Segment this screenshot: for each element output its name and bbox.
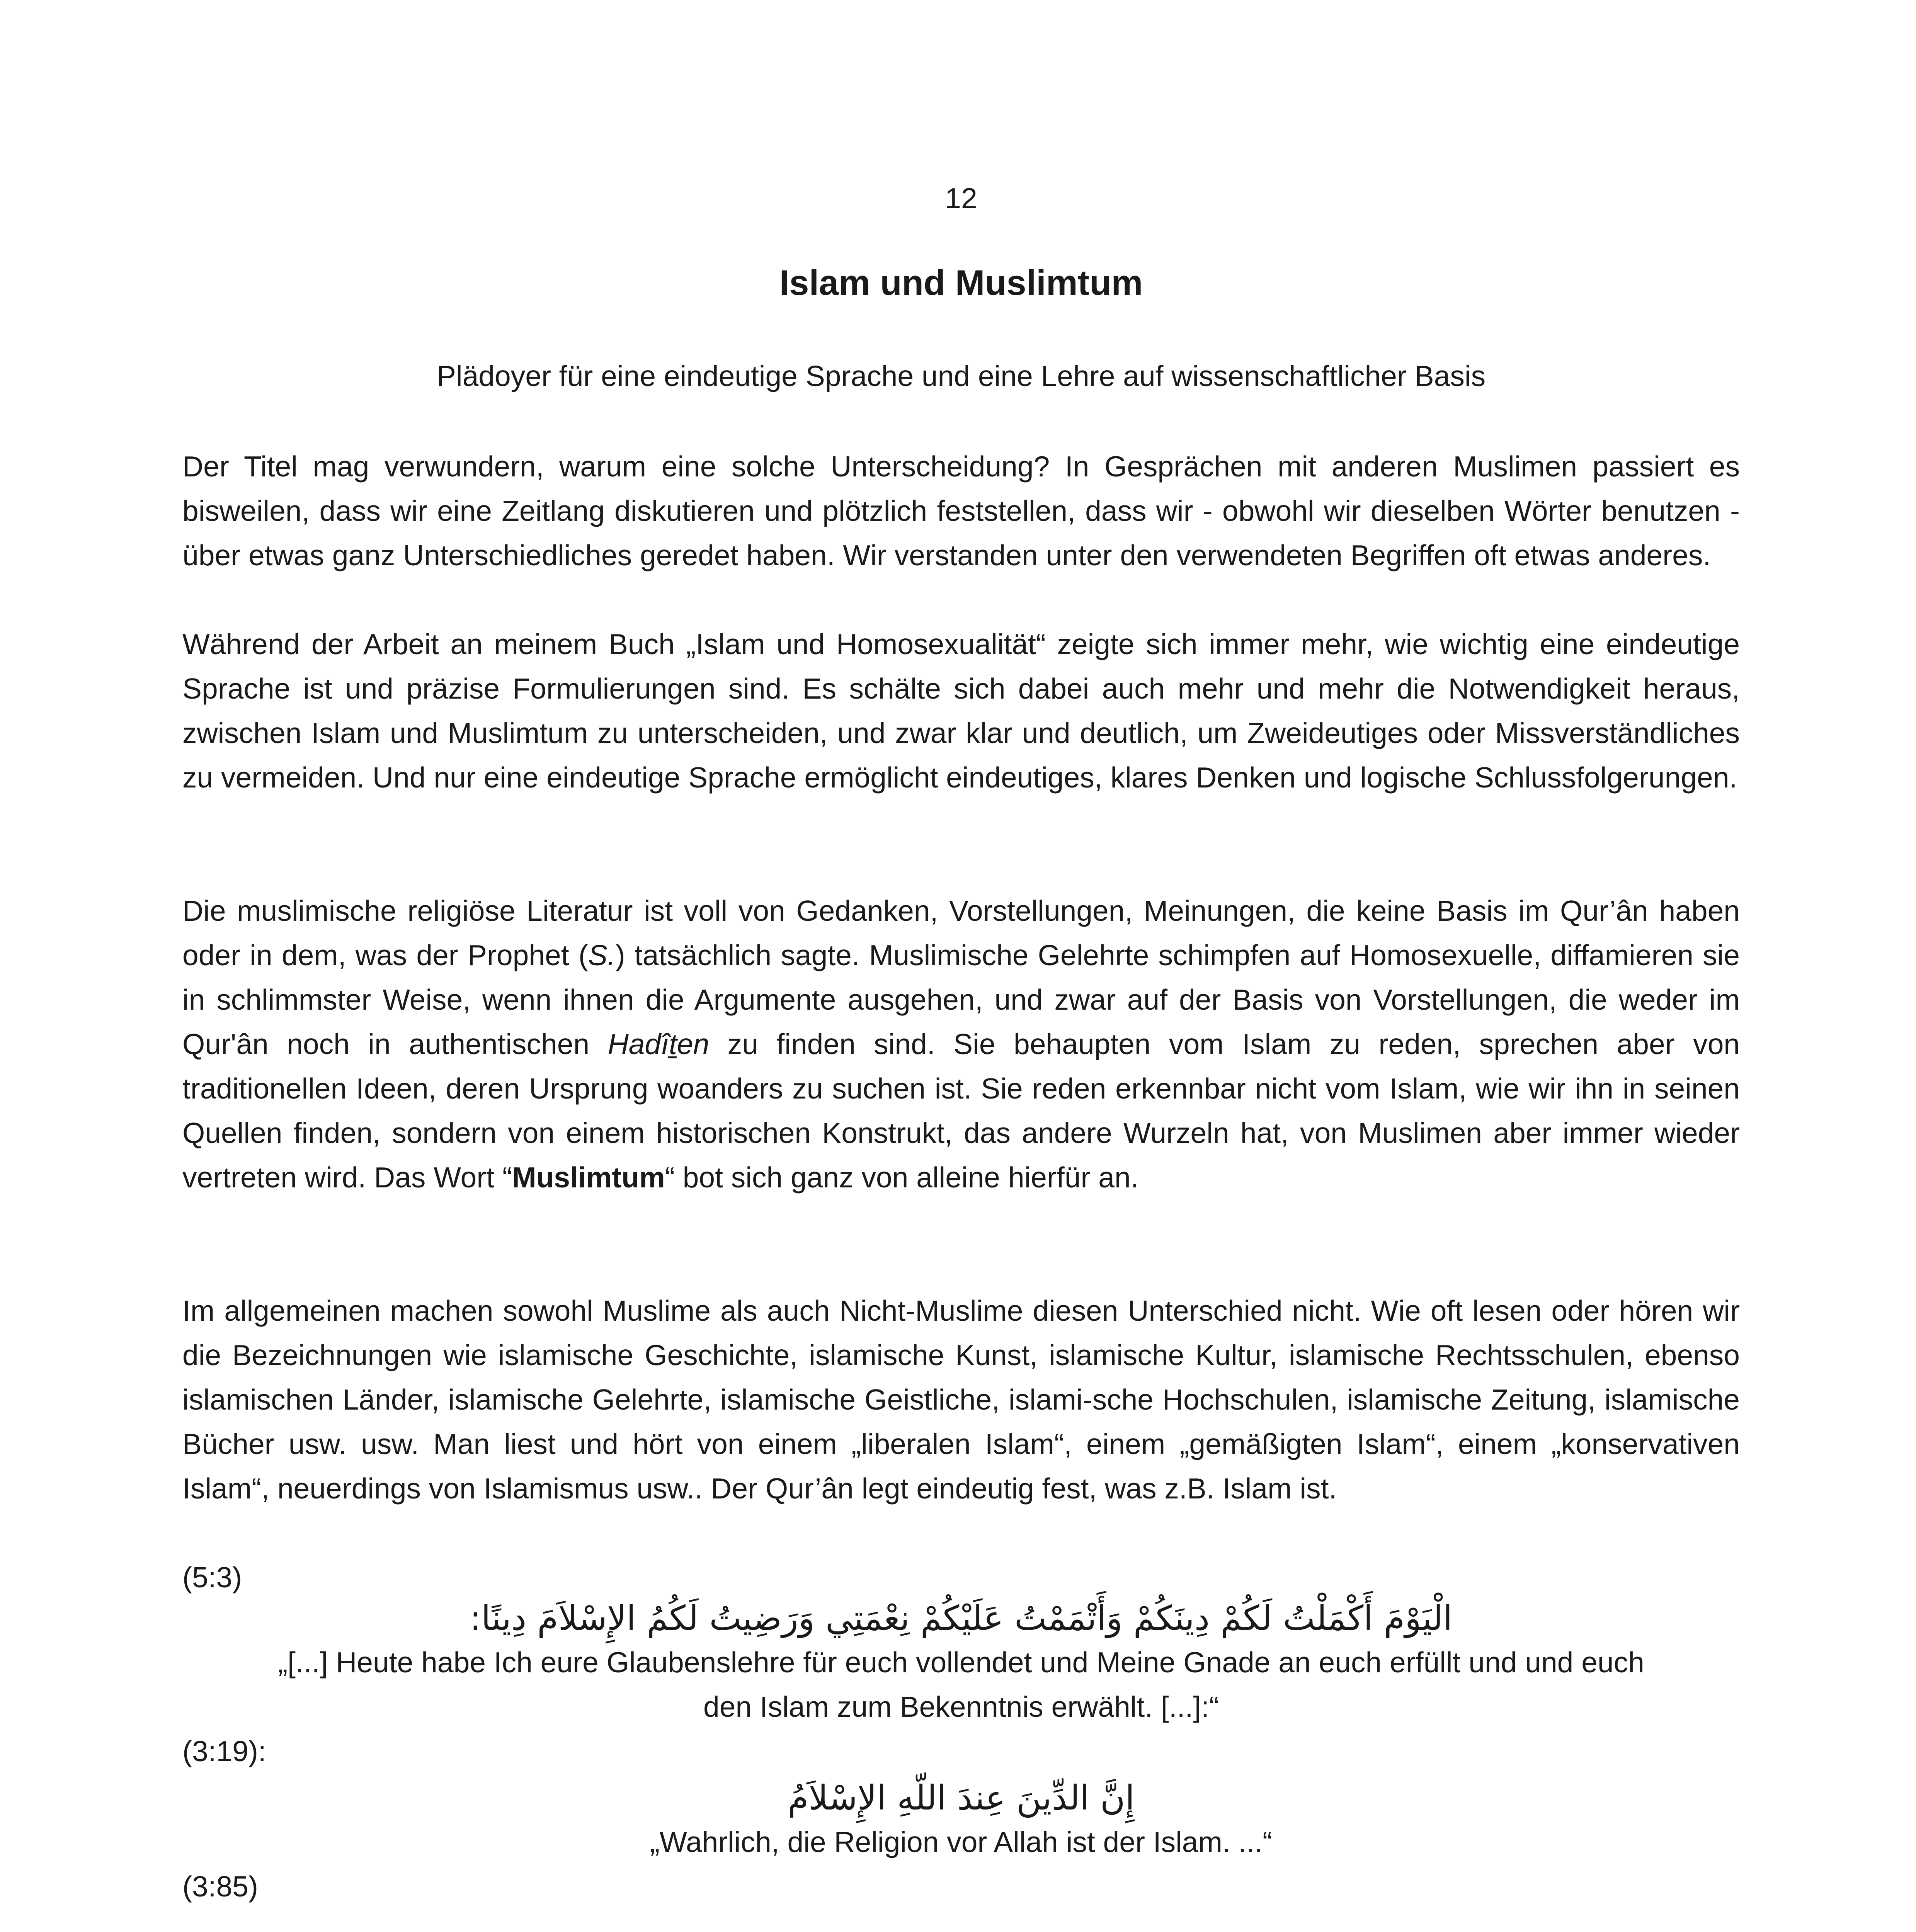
arabic-verse-5-3: الْيَوْمَ أَكْمَلْتُ لَكُمْ دِينَكُمْ وَأَتْمَمْتُ عَلَيْكُمْ نِعْمَتِي وَرَضِيتُ لَكُمُ الإِسْلاَمَ دِينًا: (470, 1598, 1453, 1638)
verse-translation-3-19: „Wahrlich, die Religion vor Allah ist der Islam. ...“ (650, 1826, 1273, 1858)
paragraph-distinction: Im allgemeinen machen sowohl Muslime als auch Nicht-Muslime diesen Unterschied nicht. Wie oft lesen oder hören wir die Bezeichnungen wie islamische Geschichte, islamische Kunst, islamische Kultur, islamische Rechtsschulen, ebenso islamischen Länder, islamische Gelehrte, islamische Geistliche, islami-sche Hochschulen, islamische Zeitung, islamische Bücher usw. usw. Man liest und hört von einem „liberalen Islam“, einem „gemäßigten Islam“, einem „konservativen Islam“, neuerdings von Islamismus usw.. Der Qur’ân legt eindeutig fest, was z.B. Islam ist. (182, 1294, 1740, 1505)
term-muslimtum: Muslimtum (512, 1161, 665, 1194)
document-page (182, 0, 1740, 1932)
term-hadithen: Hadîṯen (607, 1028, 710, 1060)
verse-translation-5-3-line-1: „[...] Heute habe Ich eure Glaubenslehre für euch vollendet und Meine Gnade an euch erfüllt und und euch (278, 1646, 1644, 1679)
paragraph-literature-text-1: Die muslimische religiöse Literatur ist voll von Gedanken, Vorstellungen, Meinungen, die keine Basis im Qur’ân haben oder in dem, was der Prophet ( (182, 895, 1740, 971)
verse-reference-3-19: (3:19): (182, 1735, 266, 1767)
paragraph-literature (182, 889, 1740, 1200)
page-title: Islam und Muslimtum (779, 263, 1143, 303)
paragraph-literature-text-4: “ bot sich ganz von alleine hierfür an. (665, 1161, 1139, 1194)
arabic-verse-3-19: إِنَّ الدِّينَ عِندَ اللّهِ الإِسْلاَمُ (787, 1778, 1135, 1818)
verse-translation-5-3-line-2: den Islam zum Bekenntnis erwählt. [...]:“ (703, 1690, 1219, 1723)
page-subtitle: Plädoyer für eine eindeutige Sprache und eine Lehre auf wissenschaftlicher Basis (436, 360, 1486, 392)
paragraph-literature-text-2: ) tatsächlich sagte. Muslimische Gelehrte schimpfen auf Homosexuelle, diffamieren sie in schlimmster Weise, wenn ihnen die Argumente ausgehen, und zwar auf der Basis von Vorstellungen, die weder im Qur'ân noch in authentischen (182, 939, 1740, 1060)
paragraph-book-context: Während der Arbeit an meinem Buch „Islam und Homosexualität“ zeigte sich immer mehr, wie wichtig eine eindeutige Sprache ist und präzise Formulierungen sind. Es schälte sich dabei auch mehr und mehr die Notwendigkeit heraus, zwischen Islam und Muslimtum zu unterscheiden, und zwar klar und deutlich, um Zweideutiges oder Missverständliches zu vermeiden. Und nur eine eindeutige Sprache ermöglicht eindeutiges, klares Denken und logische Schlussfolgerungen. (182, 628, 1740, 794)
verse-reference-5-3: (5:3) (182, 1561, 242, 1594)
paragraph-intro: Der Titel mag verwundern, warum eine solche Unterscheidung? In Gesprächen mit anderen Muslimen passiert es bisweilen, dass wir eine Zeitlang diskutieren und plötzlich feststellen, dass wir - obwohl wir dieselben Wörter benutzen - über etwas ganz Unterschiedliches geredet haben. Wir verstanden unter den verwendeten Begriffen oft etwas anderes. (182, 450, 1740, 571)
verse-reference-3-85: (3:85) (182, 1870, 258, 1903)
abbreviation-s: S. (588, 939, 616, 971)
page-number: 12 (945, 182, 977, 214)
paragraph-literature-text-3: zu finden sind. Sie behaupten vom Islam zu reden, sprechen aber von traditionellen Ideen, deren Ursprung woanders zu suchen ist. Sie reden erkennbar nicht vom Islam, wie wir ihn in seinen Quellen finden, sondern von einem historischen Konstrukt, das andere Wurzeln hat, von Muslimen aber immer wieder vertreten wird. Das Wort “ (182, 1028, 1740, 1194)
